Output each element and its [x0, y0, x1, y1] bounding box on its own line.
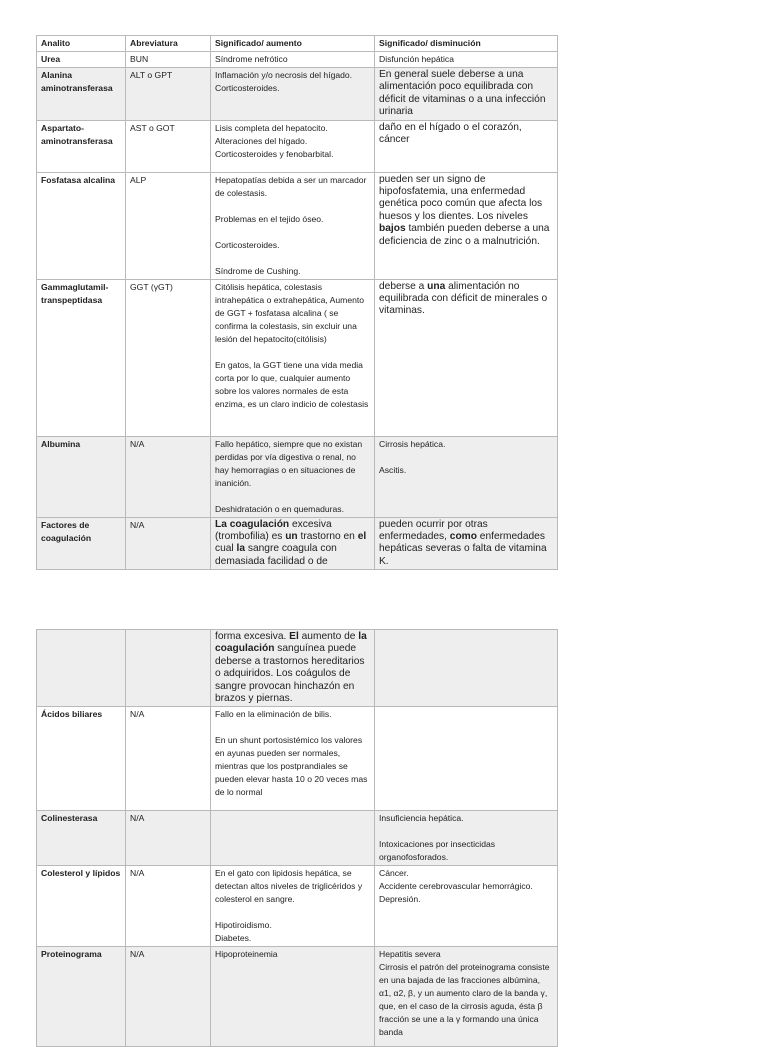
- increase-line: Corticosteroides y fenobarbital.: [215, 148, 334, 159]
- decrease-line: Insuficiencia hepática.: [379, 813, 464, 824]
- decrease-meaning: [375, 279, 558, 436]
- increase-meaning: Síndrome nefrótico: [211, 52, 375, 68]
- analyte-name: Ácidos biliares: [37, 707, 126, 811]
- table-row: [37, 811, 558, 866]
- header-abreviatura: Abreviatura: [126, 36, 211, 52]
- analyte-name: Urea: [37, 52, 126, 68]
- increase-line: Hipotiroidismo.: [215, 920, 272, 931]
- analyte-name: Colinesterasa: [37, 811, 126, 866]
- decrease-line: Depresión.: [379, 894, 421, 905]
- decrease-text: pueden ser un signo de hipofosfatemia, una enfermedad genética poco común que afecta los huesos y los dientes. Los niveles: [379, 173, 543, 222]
- increase-line: En gatos, la GGT tiene una vida media corta por lo que, cualquier aumento sobre los valores normales de esta enzima, es un claro indicio de colestasis: [215, 359, 369, 409]
- increase-meaning: [211, 866, 375, 947]
- increase-text: excesiva (trombofilia) es: [215, 518, 332, 543]
- decrease-text: deberse a: [379, 280, 428, 292]
- decrease-line: Intoxicaciones por insecticidas organofosforados.: [379, 839, 496, 863]
- decrease-emphasis: una: [427, 280, 446, 292]
- table-row: [37, 120, 558, 172]
- increase-line: Síndrome de Cushing.: [215, 265, 301, 276]
- table-row: [37, 517, 558, 570]
- analyte-abbr: N/A: [126, 707, 211, 811]
- header-aumento: Significado/ aumento: [211, 36, 375, 52]
- table-row-continuation: [37, 630, 558, 707]
- analyte-abbr: ALP: [126, 172, 211, 279]
- table-row: [37, 866, 558, 947]
- decrease-meaning: [375, 866, 558, 947]
- analyte-abbr: N/A: [126, 517, 211, 570]
- decrease-meaning: [375, 947, 558, 1047]
- increase-meaning: [211, 120, 375, 172]
- header-analito: Analito: [37, 36, 126, 52]
- increase-line: Inflamación y/o necrosis del hígado.: [215, 70, 353, 80]
- decrease-meaning: [375, 436, 558, 517]
- increase-text: aumento de: [298, 631, 359, 642]
- decrease-line: Ascitis.: [379, 464, 407, 475]
- analyte-name: Colesterol y lípidos: [37, 866, 126, 947]
- increase-text: cual: [215, 543, 237, 555]
- increase-emphasis: la coagulación: [215, 631, 367, 655]
- increase-line: Fallo hepático, siempre que no existan perdidas por vía digestiva o renal, no hay hemorragias o en situaciones de inanición.: [215, 438, 363, 488]
- increase-line: Corticosteroides.: [215, 239, 280, 250]
- analyte-name: Albumina: [37, 436, 126, 517]
- increase-emphasis: el: [357, 531, 367, 543]
- analyte-name: Gammaglutamil-transpeptidasa: [37, 279, 126, 436]
- analyte-abbr: N/A: [126, 866, 211, 947]
- decrease-emphasis: como: [449, 531, 477, 543]
- decrease-line: Cirrosis hepática.: [379, 438, 446, 449]
- decrease-meaning: [375, 517, 558, 570]
- table-row: [37, 707, 558, 811]
- page-gap: [0, 580, 768, 600]
- increase-meaning: [211, 172, 375, 279]
- decrease-meaning: [375, 707, 558, 811]
- table-header-row: [37, 36, 558, 52]
- decrease-emphasis: bajos: [379, 223, 406, 235]
- decrease-text: pueden ocurrir por otras enfermedades,: [379, 518, 488, 543]
- analyte-name: Aspartato-aminotransferasa: [37, 120, 126, 172]
- table-row: [37, 52, 558, 68]
- analyte-abbr: BUN: [126, 52, 211, 68]
- increase-meaning: Hipoproteinemia: [211, 947, 375, 1047]
- table-row: [37, 436, 558, 517]
- decrease-meaning: daño en el hígado o el corazón, cáncer: [375, 120, 558, 172]
- decrease-meaning: Disfunción hepática: [375, 52, 558, 68]
- decrease-line: Cirrosis el patrón del proteinograma consiste en una bajada de las fracciones albúmina, α1, α2, β, y un aumento claro de la banda γ, que, en el caso de la cirrosis aguda, ésta β fracción se une a la γ formando una única banda: [379, 962, 550, 1038]
- table-row: [37, 279, 558, 436]
- analyte-abbr: N/A: [126, 811, 211, 866]
- increase-meaning: [211, 68, 375, 121]
- analyte-abbr: N/A: [126, 947, 211, 1047]
- increase-meaning: [211, 436, 375, 517]
- analyte-abbr: [126, 630, 211, 707]
- liver-analytes-table: [36, 35, 558, 570]
- decrease-line: Cáncer.: [379, 868, 409, 879]
- increase-line: Diabetes.: [215, 933, 252, 944]
- analyte-abbr: AST o GOT: [126, 120, 211, 172]
- header-disminucion: Significado/ disminución: [375, 36, 558, 52]
- increase-line: En un shunt portosistémico los valores en ayunas pueden ser normales, mientras que los postprandiales se pueden elevar hasta 10 o 20 veces mas de lo normal: [215, 735, 368, 798]
- analyte-name: Fosfatasa alcalina: [37, 172, 126, 279]
- decrease-meaning: En general suele deberse a una alimentación poco equilibrada con déficit de vitaminas o a una infección urinaria: [375, 68, 558, 121]
- decrease-meaning: [375, 811, 558, 866]
- table-row: [37, 947, 558, 1047]
- increase-meaning: [211, 707, 375, 811]
- decrease-line: Hepatitis severa: [379, 949, 441, 960]
- decrease-line: Accidente cerebrovascular hemorrágico.: [379, 881, 533, 892]
- increase-meaning: [211, 630, 375, 707]
- increase-text: forma excesiva.: [215, 631, 290, 642]
- increase-meaning: [211, 279, 375, 436]
- increase-line: Lisis completa del hepatocito.: [215, 122, 328, 133]
- increase-emphasis: El: [289, 631, 299, 642]
- increase-line: Deshidratación o en quemaduras.: [215, 503, 344, 514]
- analyte-abbr: ALT o GPT: [126, 68, 211, 121]
- increase-line: Corticosteroides.: [215, 83, 280, 93]
- decrease-meaning: [375, 172, 558, 279]
- table-row: [37, 68, 558, 121]
- increase-text: sangre coagula con demasiada facilidad o de: [215, 543, 337, 567]
- increase-line: Fallo en la eliminación de bilis.: [215, 709, 332, 720]
- analyte-abbr: N/A: [126, 436, 211, 517]
- increase-meaning: [211, 811, 375, 866]
- increase-text: trastorno en: [297, 531, 358, 543]
- analyte-abbr: GGT (γGT): [126, 279, 211, 436]
- decrease-text: también pueden deberse a una deficiencia de zinc o a malnutrición.: [379, 223, 550, 247]
- document-page-2: [0, 600, 768, 1038]
- increase-emphasis: un: [285, 531, 298, 543]
- increase-emphasis: la: [236, 543, 246, 555]
- decrease-text: alimentación no equilibrada con déficit de minerales o vitaminas.: [379, 280, 548, 317]
- increase-line: En el gato con lipidosis hepática, se detectan altos niveles de triglicéridos y colesterol en sangre.: [215, 868, 363, 905]
- increase-meaning: [211, 517, 375, 570]
- analyte-name: Alanina aminotransferasa: [37, 68, 126, 121]
- increase-emphasis: La coagulación: [215, 518, 290, 530]
- increase-line: Hepatopatías debida a ser un marcador de colestasis.: [215, 174, 367, 198]
- analyte-name: Factores de coagulación: [37, 517, 126, 570]
- increase-line: Problemas en el tejido óseo.: [215, 213, 324, 224]
- decrease-text: enfermedades hepáticas severas o falta de vitamina K.: [379, 531, 547, 567]
- increase-line: Citólisis hepática, colestasis intrahepática o extrahepática, Aumento de GGT + fosfatasa alcalina ( se confirma la colestasis, sin excluir una lesión del hepatocito(citólisis): [215, 281, 365, 344]
- analyte-name: Proteinograma: [37, 947, 126, 1047]
- increase-line: Alteraciones del hígado.: [215, 135, 308, 146]
- decrease-meaning: [375, 630, 558, 707]
- increase-text: sanguínea puede deberse a trastornos hereditarios o adquiridos. Los coágulos de sangre provocan hinchazón en brazos y piernas.: [215, 643, 365, 705]
- liver-analytes-table-continued: [36, 629, 558, 1047]
- table-row: [37, 172, 558, 279]
- analyte-name: [37, 630, 126, 707]
